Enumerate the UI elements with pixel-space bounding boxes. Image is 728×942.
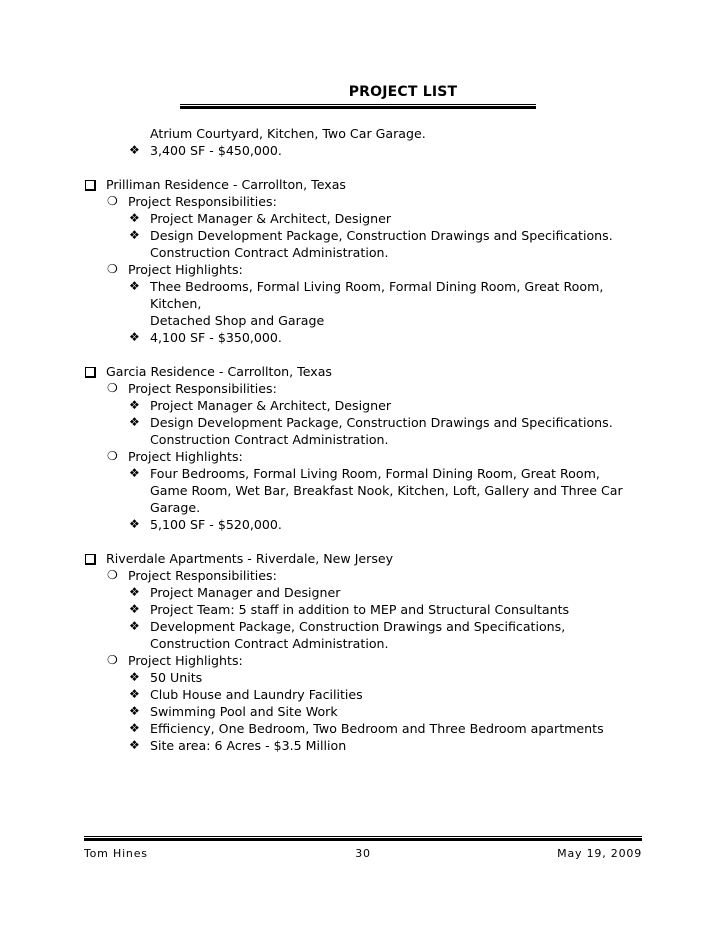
four-diamond-icon: ❖ <box>129 466 140 480</box>
list-item <box>0 210 728 227</box>
list-item-text: Design Development Package, Construction Drawings and Specifications. <box>150 415 613 430</box>
square-checkbox-icon <box>85 554 96 565</box>
list-item <box>0 618 728 635</box>
project-subheading <box>0 652 728 669</box>
list-item <box>0 635 728 652</box>
project-subheading <box>0 567 728 584</box>
list-item-text: Prilliman Residence - Carrollton, Texas <box>106 177 346 192</box>
list-item-text: Four Bedrooms, Formal Living Room, Formal Dining Room, Great Room, <box>150 466 600 481</box>
project-subheading <box>0 193 728 210</box>
open-circle-icon: ❍ <box>107 449 118 463</box>
section-spacer <box>0 159 728 176</box>
list-item <box>0 397 728 414</box>
list-item-text: Project Manager & Architect, Designer <box>150 398 392 413</box>
list-item-text: Design Development Package, Construction Drawings and Specifications. <box>150 228 613 243</box>
list-item <box>0 720 728 737</box>
project-heading <box>0 363 728 380</box>
square-checkbox-icon <box>85 180 96 191</box>
list-item <box>0 465 728 482</box>
page-title: PROJECT LIST <box>348 84 458 100</box>
four-diamond-icon: ❖ <box>129 228 140 242</box>
four-diamond-icon: ❖ <box>129 704 140 718</box>
list-item <box>0 125 728 142</box>
list-item-text: Construction Contract Administration. <box>150 432 389 447</box>
four-diamond-icon: ❖ <box>129 721 140 735</box>
footer-rule-thin <box>84 836 642 837</box>
list-item <box>0 737 728 754</box>
project-subheading <box>0 261 728 278</box>
list-item-text: Swimming Pool and Site Work <box>150 704 338 719</box>
list-item-text: Thee Bedrooms, Formal Living Room, Formal Dining Room, Great Room, <box>150 279 604 294</box>
open-circle-icon: ❍ <box>107 194 118 208</box>
list-item <box>0 142 728 159</box>
four-diamond-icon: ❖ <box>129 330 140 344</box>
project-list-content <box>0 125 728 754</box>
list-item <box>0 499 728 516</box>
list-item-text: Game Room, Wet Bar, Breakfast Nook, Kitchen, Loft, Gallery and Three Car <box>150 483 623 498</box>
list-item-text: Detached Shop and Garage <box>150 313 325 328</box>
list-item <box>0 329 728 346</box>
list-item-text: 5,100 SF - $520,000. <box>150 517 282 532</box>
four-diamond-icon: ❖ <box>129 517 140 531</box>
list-item-text: Project Team: 5 staff in addition to MEP and Structural Consultants <box>150 602 570 617</box>
list-item <box>0 686 728 703</box>
list-item <box>0 312 728 329</box>
list-item-text: Project Responsibilities: <box>128 381 277 396</box>
list-item-text: Construction Contract Administration. <box>150 636 389 651</box>
list-item-text: Construction Contract Administration. <box>150 245 389 260</box>
header-rule-thick <box>180 106 536 109</box>
four-diamond-icon: ❖ <box>129 398 140 412</box>
four-diamond-icon: ❖ <box>129 211 140 225</box>
project-heading <box>0 550 728 567</box>
list-item <box>0 295 728 312</box>
list-item <box>0 516 728 533</box>
open-circle-icon: ❍ <box>107 381 118 395</box>
list-item <box>0 669 728 686</box>
list-item <box>0 431 728 448</box>
four-diamond-icon: ❖ <box>129 143 140 157</box>
list-item-text: Club House and Laundry Facilities <box>150 687 363 702</box>
four-diamond-icon: ❖ <box>129 687 140 701</box>
four-diamond-icon: ❖ <box>129 738 140 752</box>
open-circle-icon: ❍ <box>107 568 118 582</box>
section-spacer <box>0 533 728 550</box>
list-item <box>0 482 728 499</box>
four-diamond-icon: ❖ <box>129 670 140 684</box>
list-item <box>0 244 728 261</box>
four-diamond-icon: ❖ <box>129 415 140 429</box>
four-diamond-icon: ❖ <box>129 279 140 293</box>
header-rule-thin <box>180 104 536 105</box>
four-diamond-icon: ❖ <box>129 602 140 616</box>
list-item-text: 3,400 SF - $450,000. <box>150 143 282 158</box>
footer-date: May 19, 2009 <box>557 847 642 860</box>
footer-page-number: 30 <box>355 847 371 860</box>
list-item-text: Project Highlights: <box>128 449 243 464</box>
square-checkbox-icon <box>85 367 96 378</box>
list-item-text: Garcia Residence - Carrollton, Texas <box>106 364 332 379</box>
project-subheading <box>0 380 728 397</box>
page-footer <box>84 836 642 863</box>
list-item-text: Site area: 6 Acres - $3.5 Million <box>150 738 347 753</box>
list-item-text: 50 Units <box>150 670 203 685</box>
list-item <box>0 601 728 618</box>
list-item-text: Riverdale Apartments - Riverdale, New Jersey <box>106 551 394 566</box>
list-item-text: Project Highlights: <box>128 653 243 668</box>
list-item-text: Project Responsibilities: <box>128 568 277 583</box>
open-circle-icon: ❍ <box>107 653 118 667</box>
project-subheading <box>0 448 728 465</box>
open-circle-icon: ❍ <box>107 262 118 276</box>
list-item-text: Development Package, Construction Drawings and Specifications, <box>150 619 566 634</box>
page-header <box>180 84 536 109</box>
list-item-text: Kitchen, <box>150 296 202 311</box>
list-item-text: Project Highlights: <box>128 262 243 277</box>
list-item <box>0 584 728 601</box>
footer-rule-thick <box>84 838 642 841</box>
list-item-text: Project Manager & Architect, Designer <box>150 211 392 226</box>
list-item-text: Project Responsibilities: <box>128 194 277 209</box>
project-heading <box>0 176 728 193</box>
footer-author: Tom Hines <box>84 847 148 860</box>
four-diamond-icon: ❖ <box>129 585 140 599</box>
list-item-text: Garage. <box>150 500 201 515</box>
four-diamond-icon: ❖ <box>129 619 140 633</box>
list-item-text: Project Manager and Designer <box>150 585 341 600</box>
list-item <box>0 278 728 295</box>
list-item <box>0 414 728 431</box>
list-item <box>0 703 728 720</box>
list-item-text: 4,100 SF - $350,000. <box>150 330 282 345</box>
list-item-text: Efficiency, One Bedroom, Two Bedroom and Three Bedroom apartments <box>150 721 604 736</box>
list-item-text: Atrium Courtyard, Kitchen, Two Car Garage. <box>150 126 426 141</box>
section-spacer <box>0 346 728 363</box>
list-item <box>0 227 728 244</box>
